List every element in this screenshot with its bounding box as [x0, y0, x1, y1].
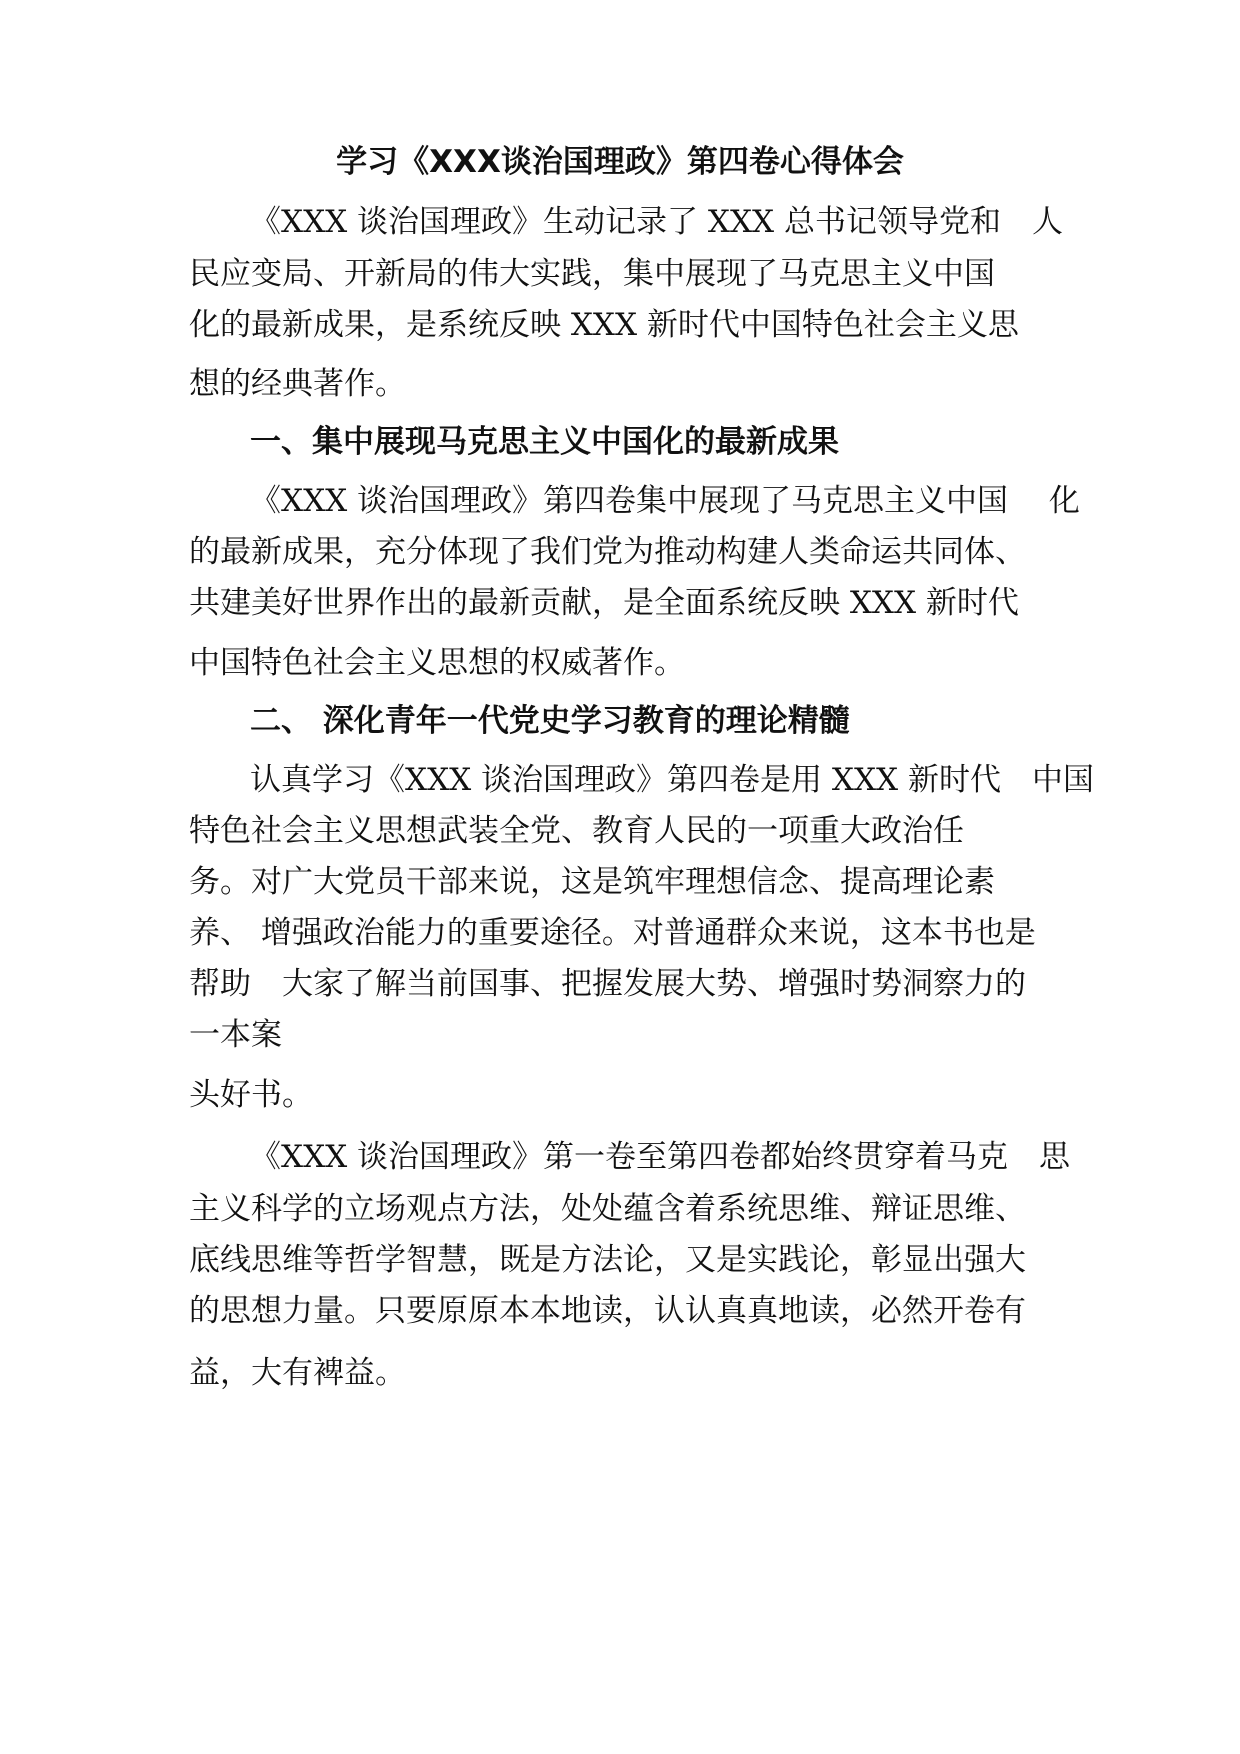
paragraph-line: 化的最新成果，是系统反映 XXX 新时代中国特色社会主义思 — [189, 307, 1019, 343]
paragraph-line: 养、 增强政治能力的重要途径。对普通群众来说，这本书也是 — [189, 915, 1036, 951]
paragraph-line: 《XXX 谈治国理政》第四卷集中展现了马克思主义中国 化 — [250, 483, 1080, 519]
paragraph-line: 帮助 大家了解当前国事、把握发展大势、增强时势洞察力的 — [189, 966, 1026, 1002]
paragraph-line: 特色社会主义思想武装全党、教育人民的一项重大政治任 — [189, 813, 964, 849]
section-heading: 二、 深化青年一代党史学习教育的理论精髓 — [250, 703, 850, 739]
paragraph-line: 的思想力量。只要原原本本地读，认认真真地读，必然开卷有 — [189, 1293, 1026, 1329]
paragraph-line: 中国特色社会主义思想的权威著作。 — [189, 645, 685, 681]
paragraph-line: 想的经典著作。 — [189, 366, 406, 402]
paragraph-line: 的最新成果，充分体现了我们党为推动构建人类命运共同体、 — [189, 534, 1026, 570]
paragraph-line: 底线思维等哲学智慧，既是方法论，又是实践论，彰显出强大 — [189, 1242, 1026, 1278]
paragraph-line: 《XXX 谈治国理政》生动记录了 XXX 总书记领导党和 人 — [250, 204, 1063, 240]
paragraph-line: 一本案 — [189, 1017, 282, 1053]
document-title: 学习《XXX谈治国理政》第四卷心得体会 — [336, 144, 904, 180]
paragraph-line: 主义科学的立场观点方法，处处蕴含着系统思维、辩证思维、 — [189, 1191, 1026, 1227]
paragraph-line: 务。对广大党员干部来说，这是筑牢理想信念、提高理论素 — [189, 864, 995, 900]
paragraph-line: 认真学习《XXX 谈治国理政》第四卷是用 XXX 新时代 中国 — [250, 762, 1094, 798]
paragraph-line: 益，大有裨益。 — [189, 1355, 406, 1391]
section-heading: 一、集中展现马克思主义中国化的最新成果 — [250, 424, 839, 460]
paragraph-line: 头好书。 — [189, 1077, 313, 1113]
paragraph-line: 共建美好世界作出的最新贡献，是全面系统反映 XXX 新时代 — [189, 585, 1019, 621]
paragraph-line: 《XXX 谈治国理政》第一卷至第四卷都始终贯穿着马克 思 — [250, 1139, 1071, 1175]
paragraph-line: 民应变局、开新局的伟大实践，集中展现了马克思主义中国 — [189, 256, 995, 292]
